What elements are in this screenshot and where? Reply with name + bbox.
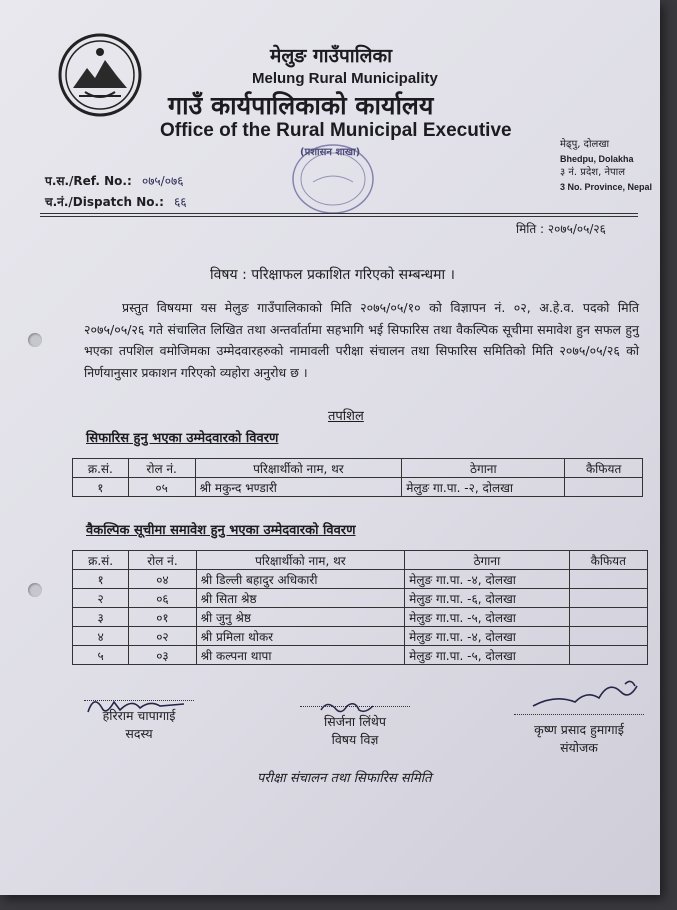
cell-name: श्री प्रमिला थोकर	[196, 627, 405, 646]
cell-name: श्री सिता श्रेष्ठ	[196, 589, 405, 608]
cell-remarks	[569, 570, 647, 589]
signatory-role: संयोजक	[560, 740, 598, 755]
punch-hole	[28, 583, 42, 597]
cell-remarks	[569, 646, 647, 665]
dispatch-label: च.नं./Dispatch No.:	[45, 195, 164, 209]
address-line-np-2: ३ नं. प्रदेश, नेपाल	[560, 167, 626, 178]
cell-name: श्री जुनु श्रेष्ठ	[196, 608, 405, 627]
address-line-en-2: 3 No. Province, Nepal	[560, 182, 653, 192]
cell-roll: ०२	[129, 627, 196, 646]
letter-body: प्रस्तुत विषयमा यस मेलुङ गाउँपालिकाको मिति २०७५/०५/१० को विज्ञापन नं. ०२, अ.हे.व. पदको मिति २०७५/०५/२६ गते संचालित लिखित तथा अन्तर्वार्तामा सहभागि भई सिफारिस तथा वैकल्पिक सूचीमा समावेश हुन सफल हुनु भएका तपशिल वमोजिमका उम्मेदवारहरुको नामावली परीक्षा संचालन तथा सिफारिस समितिको मिति २०७५/०५/२६ को निर्णयानुसार प्रकाशन गरिएको व्यहोरा अनुरोध छ ।	[84, 300, 639, 380]
cell-roll: ०४	[129, 570, 196, 589]
punch-hole	[28, 333, 42, 347]
cell-address: मेलुङ गा.पा. -४, दोलखा	[405, 570, 569, 589]
col-remarks: कैफियत	[565, 459, 643, 478]
header-divider	[40, 213, 638, 214]
municipality-name-np: मेलुङ गाउँपालिका	[270, 45, 393, 67]
ref-number	[45, 172, 183, 189]
recommended-title: सिफारिस हुनु भएका उम्मेदवारको विवरण	[86, 431, 279, 446]
signature-coordinator	[514, 690, 644, 757]
cell-remarks	[565, 478, 643, 497]
signature-expert	[300, 706, 410, 749]
table-row	[73, 589, 648, 608]
cell-name: श्री मकुन्द भण्डारी	[195, 478, 402, 497]
col-sn: क्र.सं.	[73, 459, 129, 478]
nepal-emblem-icon	[55, 30, 145, 120]
signatory-name: हरिराम चापागाई	[102, 708, 176, 723]
signatory-role: सदस्य	[125, 726, 153, 741]
address-line-np-1: मेढ्पु, दोलखा	[560, 139, 610, 150]
signature-member	[84, 700, 194, 743]
dispatch-value: ६६	[174, 195, 187, 209]
signature-line	[84, 700, 194, 701]
cell-remarks	[569, 589, 647, 608]
col-address: ठेगाना	[402, 459, 565, 478]
table-row	[73, 608, 648, 627]
office-name-en: Office of the Rural Municipal Executive	[160, 120, 512, 141]
cell-address: मेलुङ गा.पा. -५, दोलखा	[405, 646, 569, 665]
signature-line	[514, 714, 644, 715]
stamp-label: (प्रशासन शाखा)	[300, 147, 361, 158]
cell-name: श्री कल्पना थापा	[196, 646, 405, 665]
col-roll: रोल नं.	[129, 551, 196, 570]
cell-address: मेलुङ गा.पा. -२, दोलखा	[402, 478, 565, 497]
cell-address: मेलुङ गा.पा. -४, दोलखा	[405, 627, 569, 646]
address-line-en-1: Bhedpu, Dolakha	[560, 154, 634, 164]
recommended-table	[72, 458, 643, 497]
col-name: परिक्षार्थीको नाम, थर	[196, 551, 405, 570]
ref-label: प.स./Ref. No.:	[45, 174, 132, 188]
table-row	[73, 570, 648, 589]
municipality-name-en: Melung Rural Municipality	[252, 70, 438, 87]
cell-address: मेलुङ गा.पा. -६, दोलखा	[405, 589, 569, 608]
office-name-np: गाउँ कार्यपालिकाको कार्यालय	[168, 91, 434, 120]
col-name: परिक्षार्थीको नाम, थर	[195, 459, 402, 478]
cell-sn: १	[73, 570, 129, 589]
alternate-table	[72, 550, 648, 665]
col-sn: क्र.सं.	[73, 551, 129, 570]
letter-date: मिति : २०७५/०५/२६	[516, 222, 606, 236]
schedule-heading: तपशिल	[328, 409, 364, 424]
cell-name: श्री डिल्ली बहादुर अधिकारी	[196, 570, 405, 589]
signatory-name: सिर्जना लिंथेप	[324, 714, 386, 729]
table-header-row	[73, 551, 648, 570]
cell-sn: ४	[73, 627, 129, 646]
cell-roll: ०५	[128, 478, 195, 497]
table-header-row	[73, 459, 643, 478]
ref-value: ०७५/०७६	[141, 174, 184, 188]
dispatch-number	[45, 193, 187, 210]
cell-sn: ५	[73, 646, 129, 665]
table-row	[73, 646, 648, 665]
col-remarks: कैफियत	[569, 551, 647, 570]
cell-roll: ०६	[129, 589, 196, 608]
cell-remarks	[569, 608, 647, 627]
signatory-role: विषय विज्ञ	[331, 732, 379, 747]
table-row	[73, 478, 643, 497]
table-row	[73, 627, 648, 646]
office-address	[560, 138, 652, 194]
header-divider-2	[40, 216, 638, 217]
cell-address: मेलुङ गा.पा. -५, दोलखा	[405, 608, 569, 627]
cell-sn: २	[73, 589, 129, 608]
cell-remarks	[569, 627, 647, 646]
col-roll: रोल नं.	[128, 459, 195, 478]
signatory-name: कृष्ण प्रसाद हुमागाई	[534, 722, 624, 737]
alternate-title: वैकल्पिक सूचीमा समावेश हुनु भएका उम्मेदवारको विवरण	[86, 523, 356, 538]
cell-roll: ०३	[129, 646, 196, 665]
committee-name: परीक्षा संचालन तथा सिफारिस समिति	[257, 771, 432, 786]
letter-subject: विषय : परिक्षाफल प्रकाशित गरिएको सम्बन्धमा ।	[210, 267, 455, 283]
col-address: ठेगाना	[405, 551, 569, 570]
cell-sn: १	[73, 478, 129, 497]
cell-roll: ०१	[129, 608, 196, 627]
signature-line	[300, 706, 410, 707]
cell-sn: ३	[73, 608, 129, 627]
